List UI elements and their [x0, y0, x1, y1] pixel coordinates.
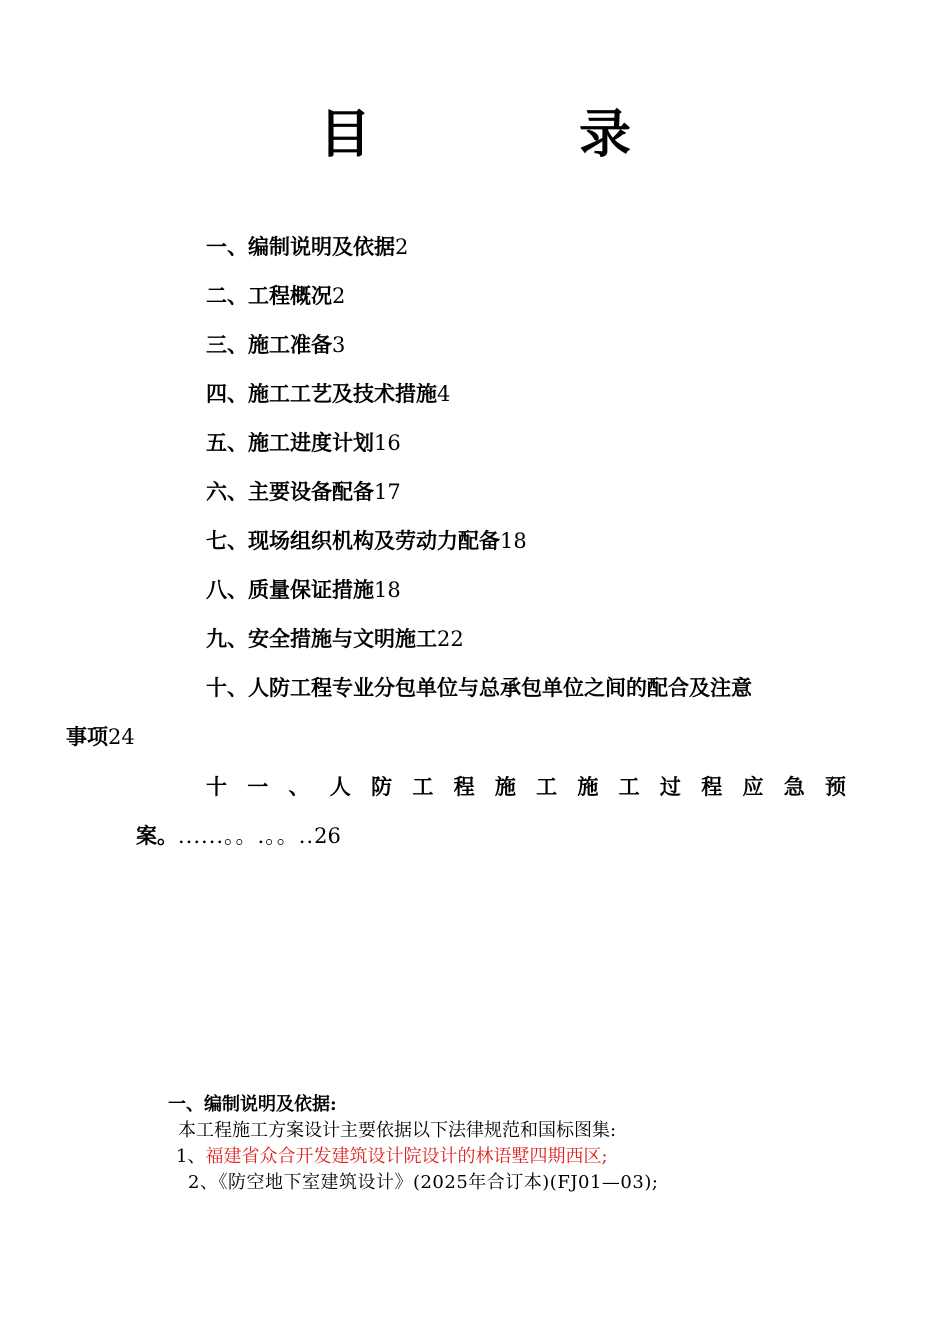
toc-item-2[interactable]	[136, 271, 846, 320]
toc-item-11-char: 过	[659, 774, 681, 799]
table-of-contents	[66, 222, 846, 860]
toc-item-11-char: 程	[453, 774, 475, 799]
toc-item-11-char: 工	[412, 774, 434, 799]
toc-item-page: 3	[332, 333, 346, 357]
toc-item-page: 18	[374, 578, 401, 602]
toc-item-11-char: 工	[536, 774, 558, 799]
toc-item-page: 16	[374, 431, 401, 455]
toc-item-11-char: 十	[206, 774, 227, 799]
toc-item-page: 22	[437, 627, 464, 651]
toc-item-label: 七、现场组织机构及劳动力配备	[206, 528, 500, 553]
page-title: 目 录	[318, 104, 727, 165]
toc-item-10-label-line1: 十、人防工程专业分包单位与总承包单位之间的配合及注意	[206, 675, 752, 700]
toc-item-page: 2	[332, 284, 346, 308]
toc-item-page: 4	[437, 382, 451, 406]
section-1-heading: 一、编制说明及依据:	[168, 1094, 337, 1115]
toc-item-11-char: 施	[494, 774, 516, 799]
toc-item-label: 六、主要设备配备	[206, 479, 374, 504]
toc-item-label: 八、质量保证措施	[206, 577, 374, 602]
toc-item-11-char: 程	[701, 774, 723, 799]
toc-item-11-char: 应	[742, 774, 764, 799]
toc-item-11-char: 工	[618, 774, 640, 799]
toc-item-page: 18	[500, 529, 527, 553]
toc-item-10[interactable]	[66, 663, 846, 762]
toc-item-11-char: 人	[329, 774, 351, 799]
toc-item-7[interactable]	[136, 516, 846, 565]
toc-item-11-dots: ......。。.。。..	[178, 824, 315, 848]
toc-item-label: 三、施工准备	[206, 332, 332, 357]
toc-item-11-char: 防	[371, 774, 393, 799]
section-1-item-1	[176, 1144, 866, 1170]
section-1	[166, 1092, 866, 1196]
section-1-item-2: 2、《防空地下室建筑设计》(2025年合订本)(FJ01—03);	[188, 1172, 659, 1193]
toc-item-8[interactable]	[136, 565, 846, 614]
toc-item-11-label-end: 案。	[136, 823, 178, 848]
toc-item-3[interactable]	[136, 320, 846, 369]
toc-item-4[interactable]	[136, 369, 846, 418]
toc-item-page: 2	[395, 235, 409, 259]
toc-item-11-char: 一	[247, 774, 269, 799]
toc-item-11-char: 施	[577, 774, 599, 799]
toc-item-label: 一、编制说明及依据	[206, 234, 395, 259]
toc-item-label: 五、施工进度计划	[206, 430, 374, 455]
toc-item-10-label-line2: 事项	[66, 724, 108, 749]
toc-item-6[interactable]	[136, 467, 846, 516]
toc-item-11-char: 、	[288, 774, 310, 799]
toc-item-10-page: 24	[108, 725, 135, 749]
section-1-item-1-prefix: 1、	[176, 1146, 206, 1167]
toc-item-11-char: 急	[783, 774, 805, 799]
toc-item-label: 二、工程概况	[206, 283, 332, 308]
section-1-item-1-text: 福建省众合开发建筑设计院设计的林语墅四期西区;	[205, 1146, 608, 1167]
toc-item-11-line2[interactable]	[136, 811, 846, 860]
toc-item-11-page: 26	[314, 824, 341, 848]
toc-item-label: 九、安全措施与文明施工	[206, 626, 437, 651]
toc-item-1[interactable]	[136, 222, 846, 271]
toc-item-9[interactable]	[136, 614, 846, 663]
toc-item-11-char: 预	[824, 774, 846, 799]
section-1-intro: 本工程施工方案设计主要依据以下法律规范和国标图集:	[178, 1120, 617, 1141]
toc-item-5[interactable]	[136, 418, 846, 467]
toc-item-page: 17	[374, 480, 401, 504]
toc-item-11-line1[interactable]	[136, 762, 846, 811]
toc-item-label: 四、施工工艺及技术措施	[206, 381, 437, 406]
